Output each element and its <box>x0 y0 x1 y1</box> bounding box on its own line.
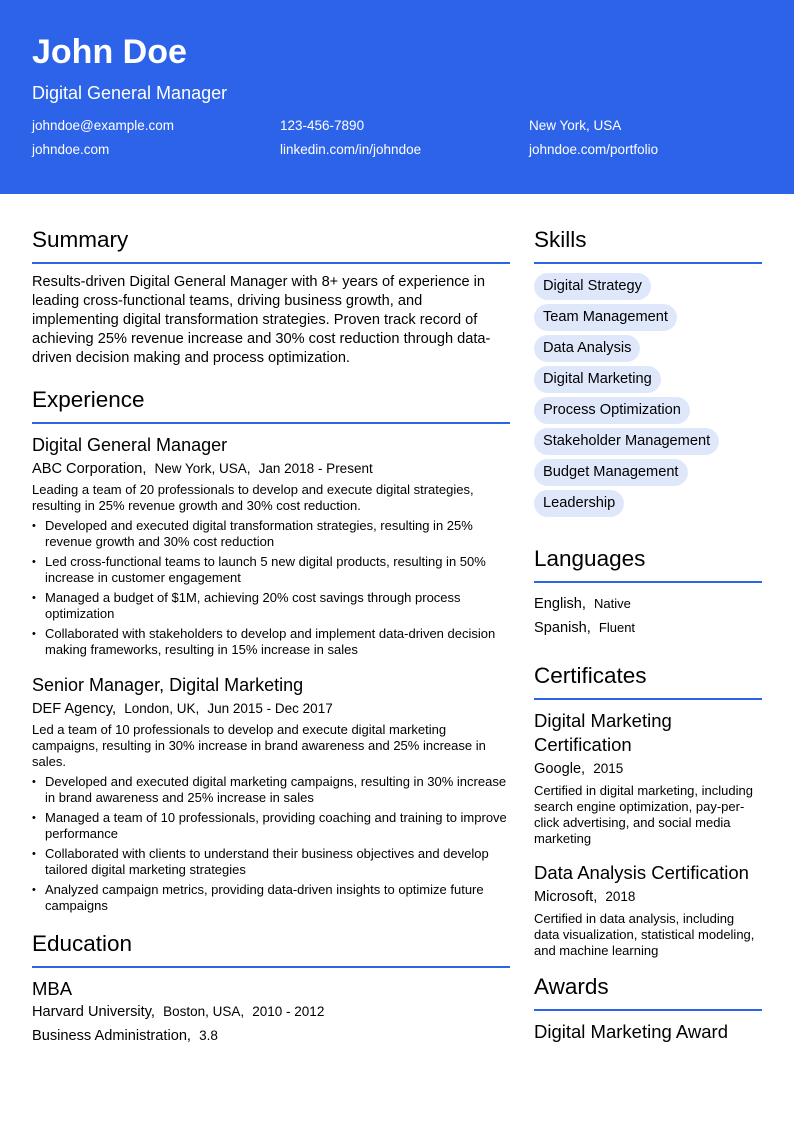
skills-heading: Skills <box>534 226 762 264</box>
job-entry <box>32 674 510 914</box>
summary-text: Results-driven Digital General Manager with 8+ years of experience in leading cross-functional teams, driving business growth, and implementing digital transformation strategies. Proven track record of achieving 25% revenue increase and 30% cost reduction through data-driven decision making and process optimization. <box>32 274 491 366</box>
education-dates: 2010 - 2012 <box>252 1004 325 1019</box>
education-gpa: 3.8 <box>199 1028 218 1043</box>
certificate-year: 2018 <box>605 889 636 904</box>
side-column <box>534 226 762 1044</box>
job-entry <box>32 434 510 658</box>
languages-heading: Languages <box>534 545 762 583</box>
job-meta <box>32 459 510 479</box>
skill-tag: Leadership <box>534 490 624 517</box>
certificate-item <box>534 861 762 959</box>
skill-tag: Stakeholder Management <box>534 428 719 455</box>
resume-header <box>0 0 794 194</box>
job-meta <box>32 699 510 719</box>
award-item: Digital Marketing Award <box>534 1021 728 1042</box>
email-link[interactable]: johndoe@example.com <box>32 118 175 133</box>
job-bullet: • Managed a team of 10 professionals, providing coaching and training to improve performance <box>32 810 510 842</box>
certificate-description: Certified in data analysis, including data visualization, statistical modeling, and machine learning <box>534 911 755 958</box>
resume-body <box>0 194 794 1123</box>
education-heading: Education <box>32 930 510 968</box>
job-company: DEF Agency, <box>32 701 117 717</box>
job-title: Senior Manager, Digital Marketing <box>32 675 304 695</box>
contact-info <box>32 118 762 158</box>
skill-tag: Budget Management <box>534 459 688 486</box>
job-bullet: • Analyzed campaign metrics, providing data-driven insights to optimize future campaigns <box>32 882 510 914</box>
job-bullet: • Managed a budget of $1M, achieving 20% cost savings through process optimization <box>32 590 510 622</box>
education-school: Harvard University, <box>32 1004 155 1020</box>
awards-heading: Awards <box>534 973 762 1011</box>
skill-tag: Digital Marketing <box>534 366 661 393</box>
job-description: Leading a team of 20 professionals to develop and execute digital strategies, resulting in 25% revenue growth and 30% cost reduction. <box>32 482 474 513</box>
skill-tag: Data Analysis <box>534 335 640 362</box>
job-location: London, UK, <box>124 701 200 716</box>
skills-list <box>534 273 762 521</box>
language-name: English, <box>534 596 586 612</box>
portfolio-link[interactable]: johndoe.com/portfolio <box>529 142 659 157</box>
skill-tag: Process Optimization <box>534 397 690 424</box>
certificate-meta <box>534 759 762 779</box>
job-bullets <box>32 774 510 914</box>
certificate-issuer: Google, <box>534 761 586 777</box>
language-level: Fluent <box>598 620 636 635</box>
language-level: Native <box>594 596 631 611</box>
certificate-item <box>534 709 762 847</box>
certificates-heading: Certificates <box>534 662 762 700</box>
job-bullet: • Developed and executed digital transformation strategies, resulting in 25% revenue growth and 30% cost reduction <box>32 518 510 550</box>
language-item <box>534 616 762 640</box>
skill-tag: Digital Strategy <box>534 273 651 300</box>
website-link[interactable]: johndoe.com <box>32 142 110 157</box>
candidate-role: Digital General Manager <box>32 83 228 103</box>
languages-list <box>534 592 762 640</box>
experience-heading: Experience <box>32 386 510 424</box>
education-location: Boston, USA, <box>163 1004 245 1019</box>
job-dates: Jan 2018 - Present <box>258 461 373 476</box>
language-name: Spanish, <box>534 620 591 636</box>
job-location: New York, USA, <box>154 461 251 476</box>
job-title: Digital General Manager <box>32 435 228 455</box>
location: New York, USA <box>529 118 622 133</box>
job-bullets <box>32 518 510 658</box>
job-bullet: • Collaborated with stakeholders to develop and implement data-driven decision making frameworks, resulting in 15% increase in sales <box>32 626 510 658</box>
linkedin-link[interactable]: linkedin.com/in/johndoe <box>280 142 422 157</box>
certificate-issuer: Microsoft, <box>534 889 598 905</box>
job-bullet: • Collaborated with clients to understand their business objectives and develop tailored digital marketing strategies <box>32 846 510 878</box>
job-company: ABC Corporation, <box>32 461 147 477</box>
skill-tag: Team Management <box>534 304 677 331</box>
job-bullet: • Developed and executed digital marketing campaigns, resulting in 30% increase in brand awareness and 25% increase in sales <box>32 774 510 806</box>
phone-number: 123-456-7890 <box>280 118 365 133</box>
education-field: Business Administration, <box>32 1028 191 1044</box>
summary-heading: Summary <box>32 226 510 264</box>
language-item <box>534 592 762 616</box>
certificate-title: Data Analysis Certification <box>534 862 749 883</box>
certificate-title: Digital Marketing Certification <box>534 710 672 755</box>
certificate-year: 2015 <box>593 761 624 776</box>
job-bullet: • Led cross-functional teams to launch 5 new digital products, resulting in 50% increase in customer engagement <box>32 554 510 586</box>
candidate-name: John Doe <box>32 33 187 71</box>
job-dates: Jun 2015 - Dec 2017 <box>207 701 333 716</box>
certificate-meta <box>534 887 762 907</box>
job-description: Led a team of 10 professionals to develop and execute digital marketing campaigns, resulting in 30% increase in brand awareness and 25% increase in sales. <box>32 722 486 769</box>
main-column <box>32 226 510 1048</box>
certificate-description: Certified in digital marketing, including search engine optimization, pay-per-click advertising, and social media marketing <box>534 783 753 846</box>
education-degree: MBA <box>32 978 73 999</box>
education-field-line <box>32 1024 510 1048</box>
education-school-line <box>32 1000 510 1024</box>
